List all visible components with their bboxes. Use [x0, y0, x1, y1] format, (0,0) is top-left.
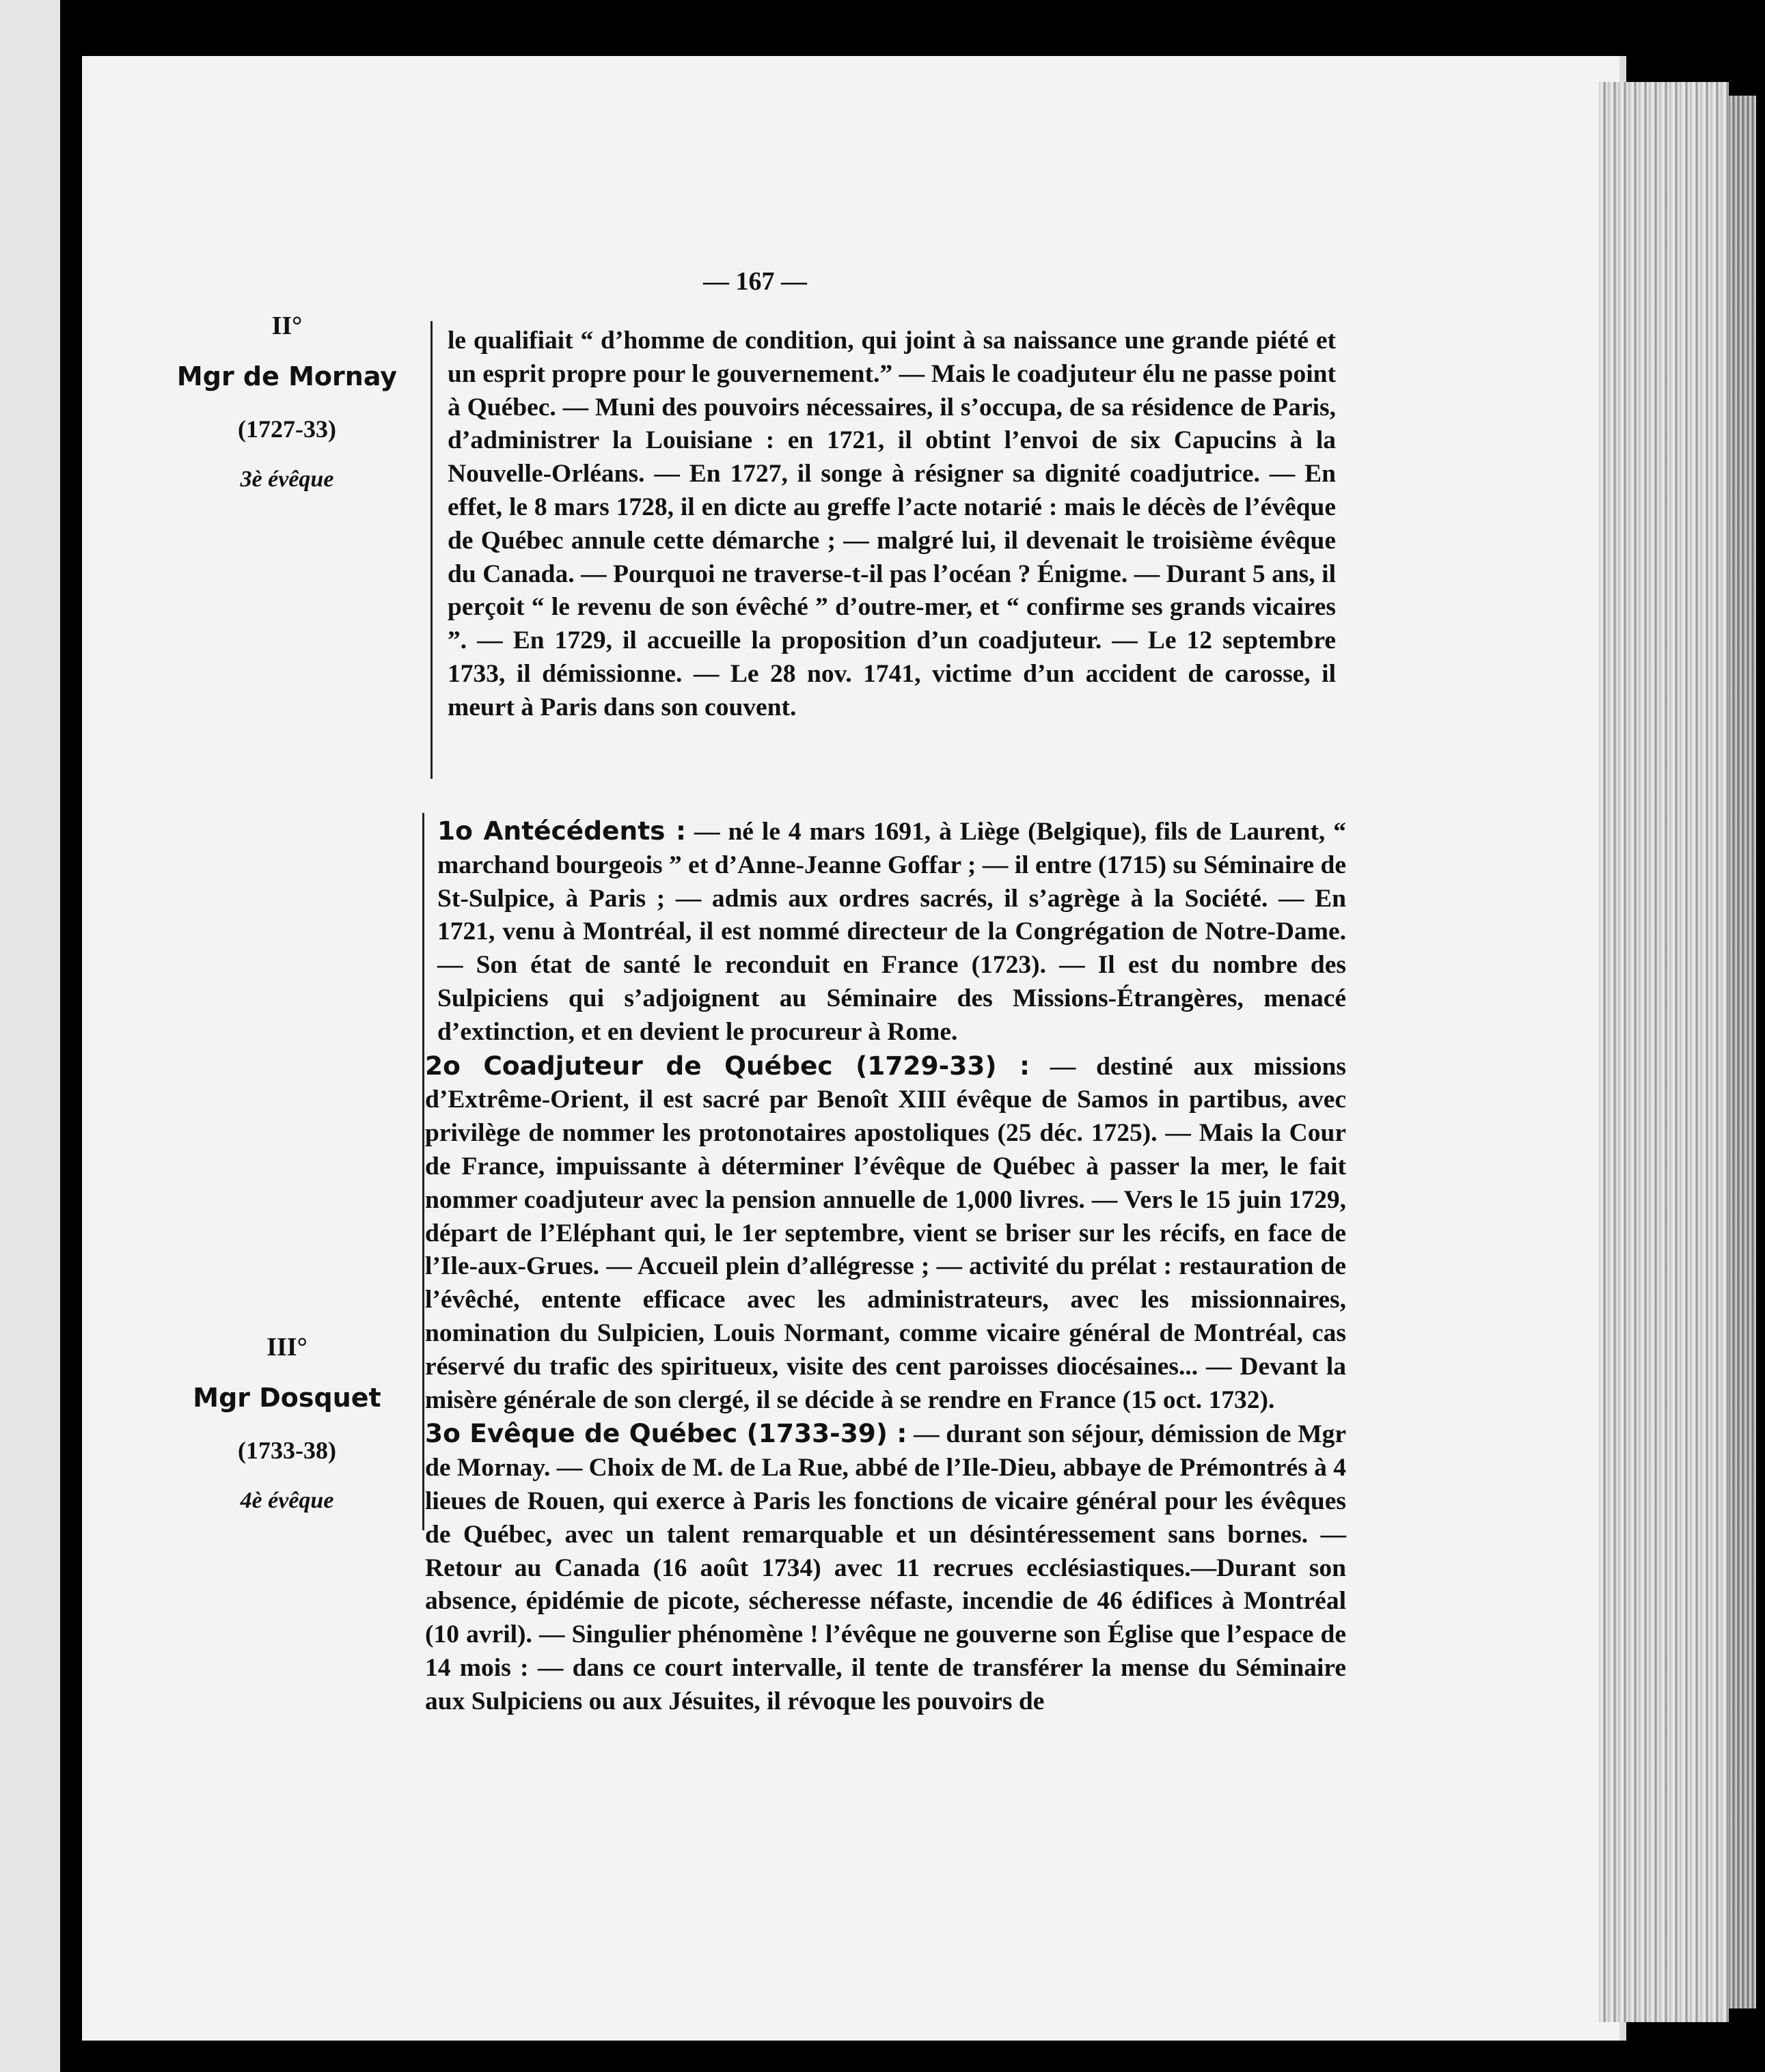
margin-note-rank: 4è évêque — [240, 1488, 334, 1513]
dosquet-sections — [425, 814, 1347, 1719]
margin-note-dates: (1727-33) — [238, 415, 336, 443]
brace-mornay — [430, 321, 439, 779]
left-page-edge — [0, 0, 60, 2072]
page-number: — 167 — — [703, 267, 807, 296]
section-text: — durant son séjour, démission de Mgr de Mornay. — Choix de M. de La Rue, abbé de l’Ile-Dieu, abbaye de Prémontrés à 4 lieues de Rouen, qui exerce à Paris les fonctions de vicaire général pour les évêques de Québec, avec un talent remarquable et un désintéressement sans bornes. — Retour au Canada (16 août 1734) avec 11 recrues ecclésiastiques.—Durant son absence, épidémie de picote, sécheresse néfaste, incendie de 46 édifices à Montréal (10 avril). — Singulier phénomène ! l’évêque ne gouverne son Église que l’espace de 14 mois : — dans ce court intervalle, il tente de transférer la mense du Séminaire aux Sulpiciens ou aux Jésuites, il révoque les pouvoirs de — [425, 1420, 1347, 1715]
margin-note-number: III° — [266, 1333, 307, 1362]
section-eveque — [425, 1417, 1346, 1718]
section-coadjuteur — [425, 1049, 1346, 1418]
margin-note-name: Mgr de Mornay — [176, 361, 398, 391]
mornay-text: le qualifiait “ d’homme de condition, qui joint à sa naissance une grande piété et un esprit propre pour le gouvernement.” — Mais le coadjuteur élu ne passe point à Québec. — Muni des pouvoirs nécessaires, il s’occupa, de sa résidence de Paris, d’administrer la Louisiane : en 1721, il obtint l’envoi de six Capucins à la Nouvelle-Orléans. — En 1727, il songe à résigner sa dignité coadjutrice. — En effet, le 8 mars 1728, il en dicte au greffe l’acte notarié : mais le décès de l’évêque de Québec annule cette démarche ; — malgré lui, il devenait le troisième évêque du Canada. — Pourquoi ne traverse-t-il pas l’océan ? Énigme. — Durant 5 ans, il perçoit “ le revenu de son évêché ” d’outre-mer, et “ confirme ses grands vicaires ”. — En 1729, il accueille la proposition d’un coadjuteur. — Le 12 septembre 1733, il démissionne. — Le 28 nov. 1741, victime d’un accident de carosse, il meurt à Paris dans son couvent. — [448, 327, 1336, 721]
mornay-paragraph — [448, 324, 1336, 725]
section-text: — destiné aux missions d’Extrême-Orient, il est sacré par Benoît XIII évêque de Samos in partibus, avec privilège de nommer les protonotaires apostoliques (25 déc. 1725). — Mais la Cour de France, impuissante à déterminer l’évêque de Québec à passer la mer, le fait nommer coadjuteur avec la pension annuelle de 1,000 livres. — Vers le 15 juin 1729, départ de l’Eléphant qui, le 1er septembre, vient se briser sur les récifs, en face de l’Ile-aux-Grues. — Accueil plein d’allégresse ; — activité du prélat : restauration de l’évêché, entente efficace avec les administrateurs, avec les missionnaires, nomination du Sulpicien, Louis Normant, comme vicaire général de Montréal, cas réservé du trafic des spiritueux, visite des cent paroisses diocésaines... — Devant la misère générale de son clergé, il se décide à se rendre en France (15 oct. 1732). — [425, 1052, 1346, 1414]
margin-note-mornay — [157, 311, 417, 493]
book-binding-edge — [1729, 96, 1756, 2008]
margin-note-dates: (1733-38) — [238, 1437, 336, 1464]
margin-note-dosquet — [157, 1332, 417, 1514]
margin-note-name: Mgr Dosquet — [193, 1383, 381, 1413]
section-antecedents — [437, 814, 1346, 1049]
margin-note-number: II° — [271, 312, 303, 340]
margin-note-rank: 3è évêque — [240, 467, 334, 492]
section-heading: 1o Antécédents : — [437, 816, 687, 846]
section-text: — né le 4 mars 1691, à Liège (Belgique), fils de Laurent, “ marchand bourgeois ” et d’Anne-Jeanne Goffar ; — il entre (1715) su Séminaire de St-Sulpice, à Paris ; — admis aux ordres sacrés, il s’agrège à la Société. — En 1721, venu à Montréal, il est nommé directeur de la Congrégation de Notre-Dame. — Son état de santé le reconduit en France (1723). — Il est du nombre des Sulpiciens qui s’adjoignent au Séminaire des Missions-Étrangères, menacé d’extinction, et en devient le procureur à Rome. — [437, 818, 1347, 1046]
section-heading: 2o Coadjuteur de Québec (1729-33) : — [425, 1050, 1030, 1081]
stacked-page-edges — [1599, 82, 1729, 2022]
section-heading: 3o Evêque de Québec (1733-39) : — [425, 1418, 907, 1449]
